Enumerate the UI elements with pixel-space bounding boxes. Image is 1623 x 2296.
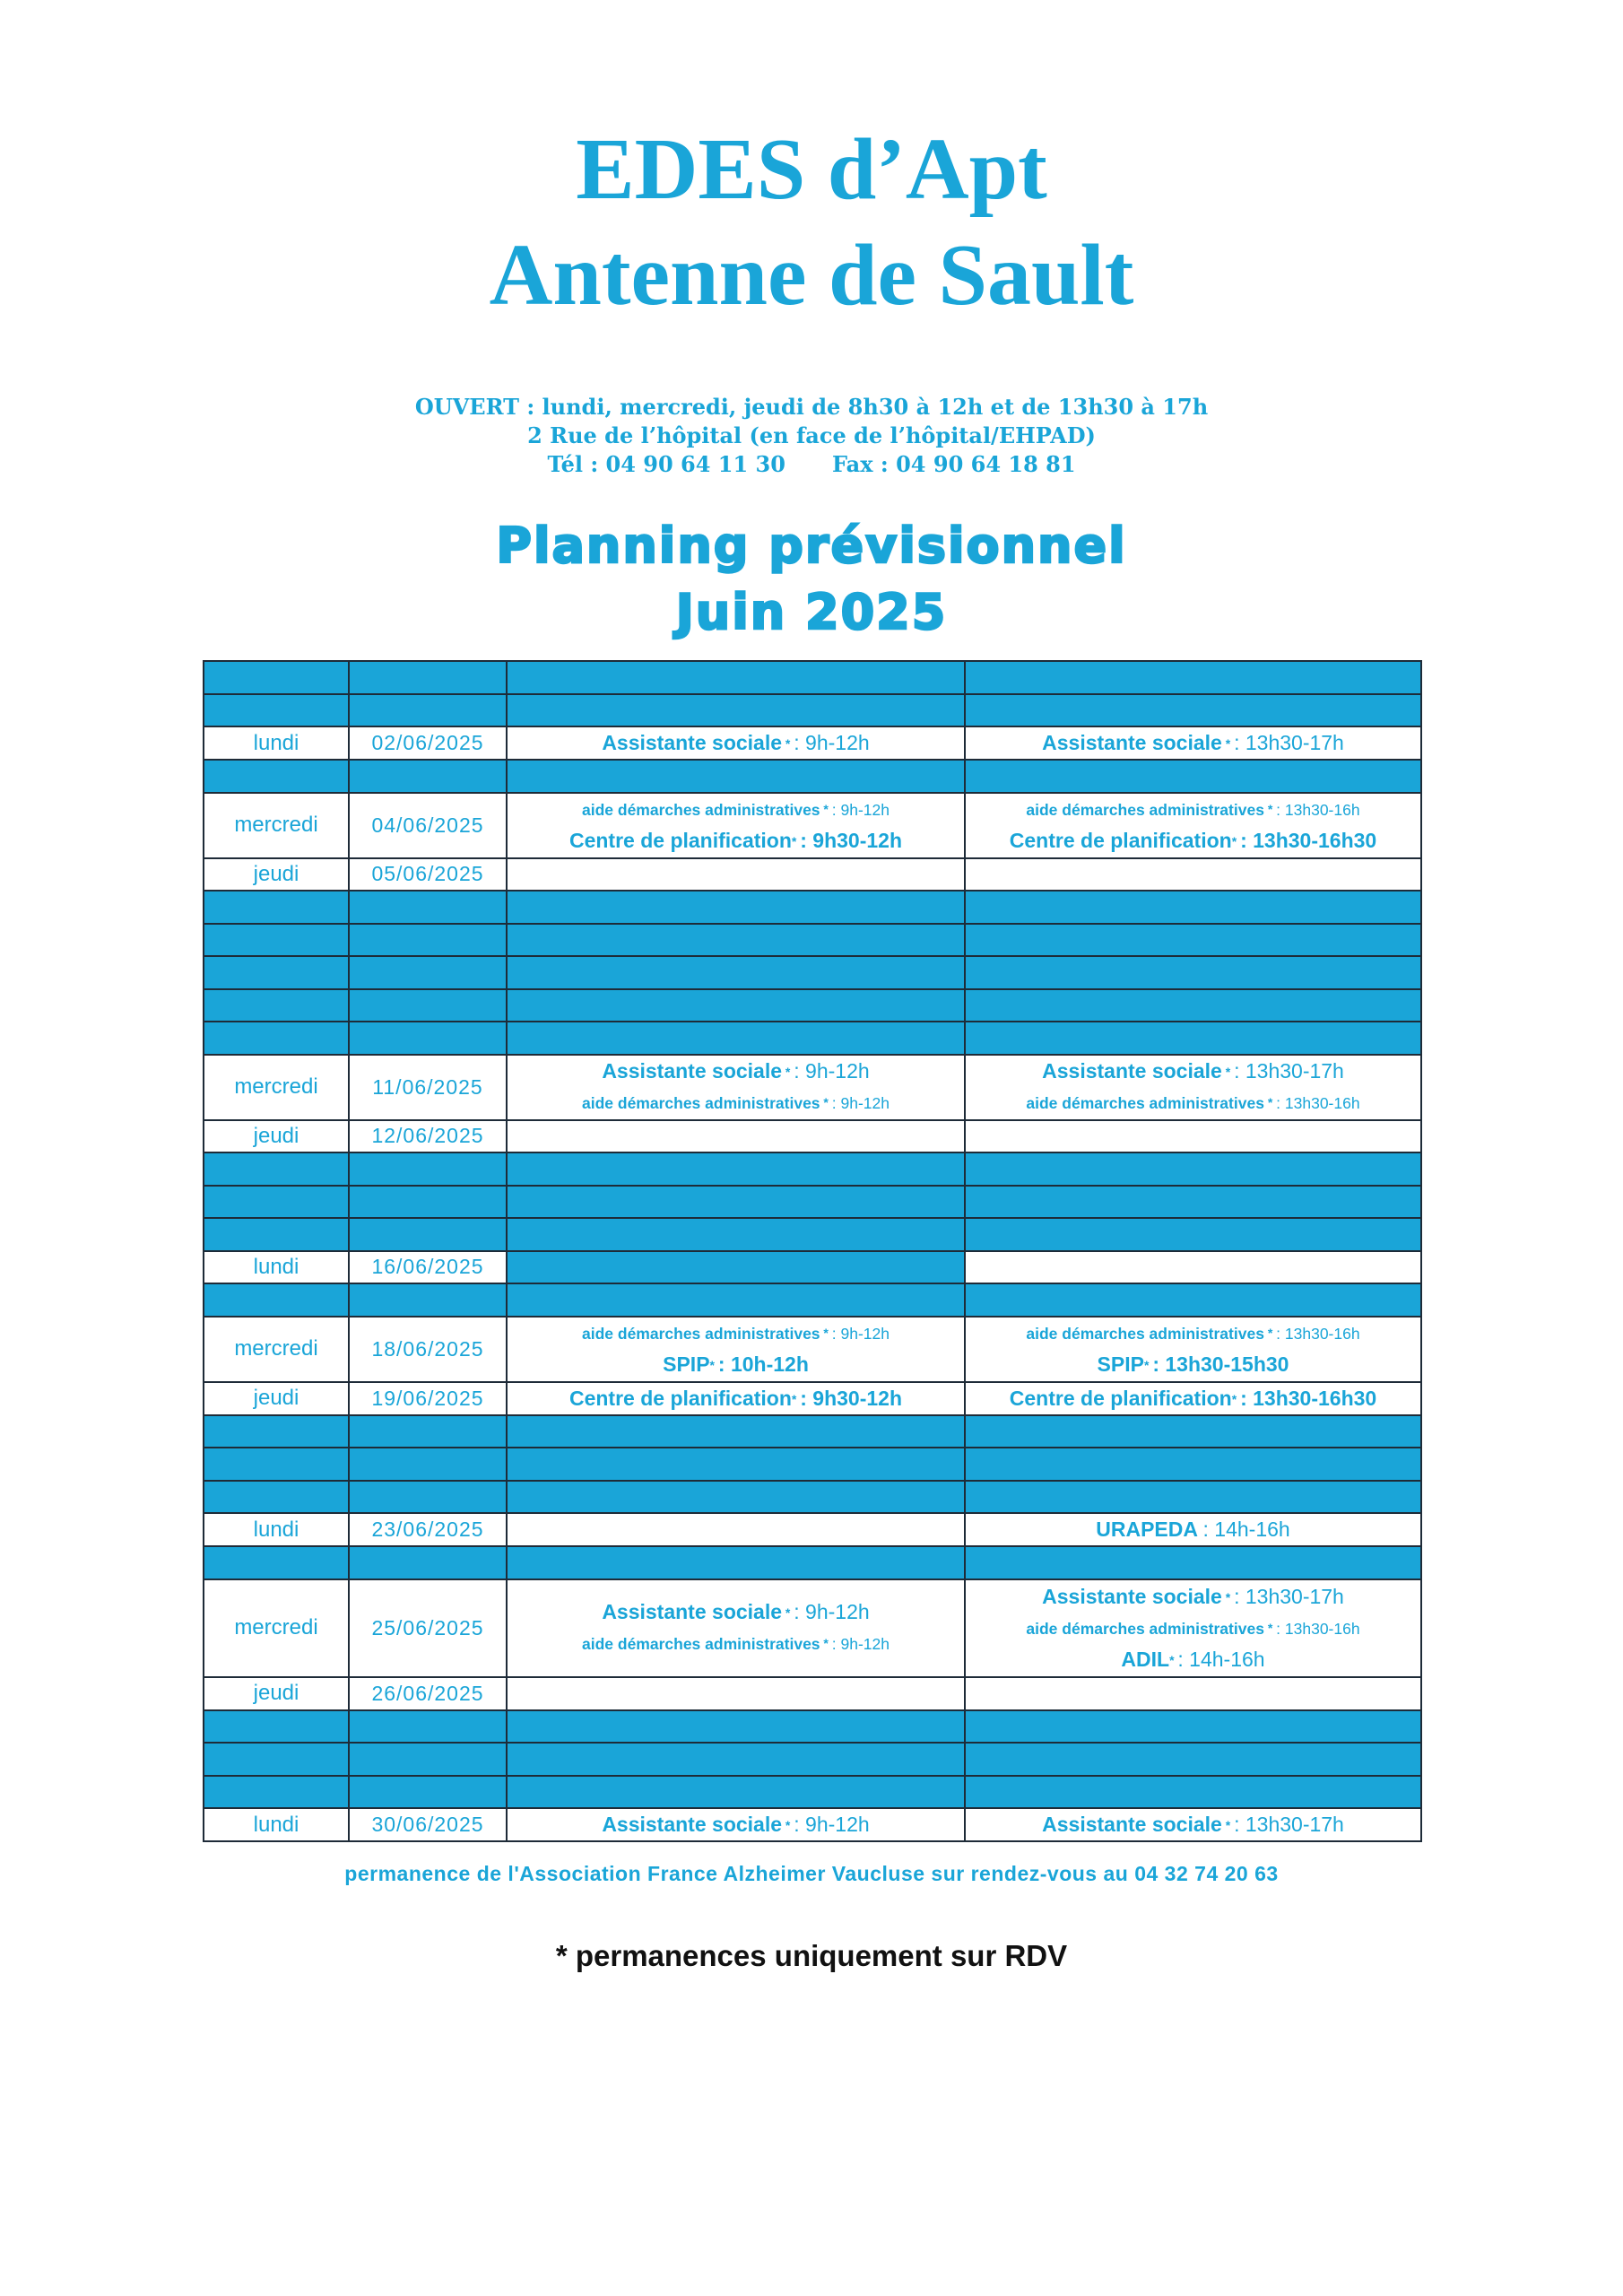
- schedule-row: [204, 1579, 1421, 1678]
- schedule-row: [204, 1317, 1421, 1382]
- schedule-row: [204, 858, 1421, 891]
- date-label: 25/06/2025: [371, 1615, 484, 1639]
- service-entry: [508, 1383, 964, 1414]
- date-label: 12/06/2025: [371, 1124, 484, 1148]
- closed-row: [204, 989, 1421, 1022]
- day-label: jeudi: [253, 1386, 299, 1410]
- afternoon-cell: [965, 793, 1421, 858]
- rdv-asterisk: *: [1221, 1589, 1235, 1605]
- date-cell: [349, 694, 507, 727]
- service-entry: [508, 1596, 964, 1628]
- service-time: : 13h30-16h: [1276, 801, 1360, 819]
- date-cell: [349, 1382, 507, 1415]
- alzheimer-note: permanence de l'Association France Alzheimer Vaucluse sur rendez-vous au 04 32 74 20 63: [344, 1862, 1279, 1885]
- morning-cell: [507, 1055, 965, 1120]
- afternoon-cell: [965, 1448, 1421, 1481]
- day-cell: [204, 989, 349, 1022]
- title-line-2: Antenne de Sault: [489, 227, 1134, 324]
- date-cell: [349, 956, 507, 989]
- service-time: : 9h-12h: [831, 1094, 890, 1112]
- service-name: aide démarches administratives: [1026, 801, 1264, 819]
- day-label: lundi: [253, 1254, 299, 1279]
- schedule-row: [204, 1808, 1421, 1841]
- service-time: : 14h-16h: [1202, 1518, 1290, 1541]
- service-time: : 13h30-17h: [1234, 1813, 1344, 1836]
- afternoon-cell: [965, 1743, 1421, 1776]
- service-name: Assistante sociale: [602, 1600, 783, 1624]
- service-time: : 13h30-16h30: [1240, 1386, 1377, 1410]
- contact-line: [0, 451, 1623, 477]
- service-time: : 13h30-17h: [1234, 1584, 1344, 1608]
- service-time: : 9h-12h: [794, 1813, 870, 1836]
- date-cell: [349, 1808, 507, 1841]
- service-name: URAPEDA: [1096, 1518, 1198, 1541]
- date-cell: [349, 1776, 507, 1809]
- rdv-asterisk: *: [782, 736, 794, 751]
- afternoon-cell: [965, 956, 1421, 989]
- rdv-asterisk: *: [1221, 736, 1235, 751]
- morning-cell: [507, 1022, 965, 1055]
- closed-row: [204, 1283, 1421, 1317]
- morning-cell: [507, 694, 965, 727]
- service-time: : 9h30-12h: [800, 1386, 903, 1410]
- morning-cell: [507, 1186, 965, 1219]
- planning-title: Planning prévisionnel: [496, 517, 1127, 574]
- afternoon-cell: [965, 858, 1421, 891]
- morning-cell: [507, 1481, 965, 1514]
- date-cell: [349, 1120, 507, 1153]
- service-entry: [966, 1318, 1420, 1349]
- service-entry: [966, 1809, 1420, 1840]
- service-entry: [508, 794, 964, 825]
- day-label: jeudi: [253, 861, 299, 886]
- closed-row: [204, 891, 1421, 924]
- service-name: Assistante sociale: [1042, 731, 1222, 754]
- afternoon-cell: [965, 891, 1421, 924]
- date-cell: [349, 1251, 507, 1284]
- service-time: : 9h-12h: [794, 731, 870, 754]
- morning-cell: [507, 793, 965, 858]
- day-cell: [204, 1677, 349, 1710]
- service-time: : 10h-12h: [717, 1352, 809, 1376]
- service-entry: [966, 1514, 1420, 1545]
- closed-row: [204, 1776, 1421, 1809]
- address: 2 Rue de l’hôpital (en face de l’hôpital/EHPAD): [527, 422, 1096, 448]
- rdv-asterisk: *: [709, 1358, 718, 1372]
- afternoon-cell: [965, 1808, 1421, 1841]
- morning-cell: [507, 760, 965, 793]
- date-cell: [349, 661, 507, 694]
- day-label: mercredi: [234, 813, 318, 837]
- planning-month: Juin 2025: [675, 584, 948, 640]
- afternoon-cell: [965, 1251, 1421, 1284]
- service-entry: [508, 1628, 964, 1659]
- fax-number: Fax : 04 90 64 18 81: [831, 451, 1076, 477]
- service-entry: [508, 727, 964, 759]
- service-name: SPIP: [663, 1352, 710, 1376]
- closed-row: [204, 1448, 1421, 1481]
- title-line-1: EDES d’Apt: [576, 121, 1047, 218]
- day-cell: [204, 858, 349, 891]
- service-entry: [508, 1056, 964, 1087]
- date-label: 04/06/2025: [371, 813, 484, 837]
- closed-row: [204, 1022, 1421, 1055]
- closed-row: [204, 1218, 1421, 1251]
- service-entry: [966, 1383, 1420, 1414]
- afternoon-cell: [965, 1776, 1421, 1809]
- service-time: : 13h30-16h: [1276, 1325, 1360, 1343]
- opening-hours: OUVERT : lundi, mercredi, jeudi de 8h30 à 12h et de 13h30 à 17h: [414, 394, 1209, 420]
- morning-cell: [507, 1710, 965, 1744]
- morning-cell: [507, 726, 965, 760]
- afternoon-cell: [965, 1382, 1421, 1415]
- service-name: SPIP: [1097, 1352, 1144, 1376]
- service-time: : 13h30-17h: [1234, 731, 1344, 754]
- service-entry: [508, 825, 964, 857]
- service-name: ADIL: [1121, 1647, 1170, 1671]
- date-label: 30/06/2025: [371, 1813, 484, 1836]
- day-cell: [204, 1283, 349, 1317]
- afternoon-cell: [965, 924, 1421, 957]
- rdv-asterisk: *: [820, 1326, 832, 1340]
- afternoon-cell: [965, 661, 1421, 694]
- day-cell: [204, 1776, 349, 1809]
- date-label: 23/06/2025: [371, 1518, 484, 1541]
- date-label: 05/06/2025: [371, 862, 484, 886]
- day-cell: [204, 1251, 349, 1284]
- service-name: aide démarches administratives: [1026, 1325, 1264, 1343]
- rdv-asterisk: *: [1231, 1391, 1241, 1406]
- morning-cell: [507, 1808, 965, 1841]
- day-cell: [204, 1218, 349, 1251]
- day-label: lundi: [253, 1517, 299, 1542]
- closed-row: [204, 1152, 1421, 1186]
- service-name: Assistante sociale: [1042, 1813, 1222, 1836]
- day-cell: [204, 1546, 349, 1579]
- date-cell: [349, 1415, 507, 1448]
- date-cell: [349, 1186, 507, 1219]
- schedule-row: [204, 1382, 1421, 1415]
- day-cell: [204, 1152, 349, 1186]
- date-cell: [349, 1152, 507, 1186]
- rdv-asterisk: *: [1263, 1620, 1277, 1635]
- afternoon-cell: [965, 1317, 1421, 1382]
- day-cell: [204, 1120, 349, 1153]
- morning-cell: [507, 1579, 965, 1678]
- day-cell: [204, 661, 349, 694]
- morning-cell: [507, 1120, 965, 1153]
- schedule-row: [204, 1055, 1421, 1120]
- date-label: 19/06/2025: [371, 1386, 484, 1410]
- schedule-row: [204, 1513, 1421, 1546]
- service-entry: [508, 1809, 964, 1840]
- rdv-asterisk: *: [1231, 834, 1241, 848]
- date-cell: [349, 1055, 507, 1120]
- service-entry: [966, 1087, 1420, 1118]
- service-name: Assistante sociale: [602, 1059, 783, 1083]
- service-name: Assistante sociale: [1042, 1584, 1222, 1608]
- closed-row: [204, 1481, 1421, 1514]
- rdv-asterisk: *: [820, 802, 832, 816]
- service-entry: [508, 1318, 964, 1349]
- rdv-asterisk: *: [1143, 1358, 1153, 1372]
- service-time: : 9h-12h: [831, 1635, 890, 1654]
- afternoon-cell: [965, 1283, 1421, 1317]
- phone-number: Tél : 04 90 64 11 30: [547, 451, 785, 477]
- afternoon-cell: [965, 1055, 1421, 1120]
- service-entry: [966, 1613, 1420, 1644]
- date-cell: [349, 793, 507, 858]
- day-cell: [204, 1481, 349, 1514]
- day-cell: [204, 1808, 349, 1841]
- date-cell: [349, 1481, 507, 1514]
- service-time: : 13h30-16h30: [1240, 829, 1377, 852]
- date-cell: [349, 1513, 507, 1546]
- morning-cell: [507, 661, 965, 694]
- service-entry: [966, 825, 1420, 857]
- service-time: : 9h30-12h: [800, 829, 903, 852]
- afternoon-cell: [965, 1415, 1421, 1448]
- afternoon-cell: [965, 1218, 1421, 1251]
- morning-cell: [507, 956, 965, 989]
- afternoon-cell: [965, 1186, 1421, 1219]
- afternoon-cell: [965, 726, 1421, 760]
- rdv-asterisk: *: [1263, 802, 1277, 816]
- closed-row: [204, 760, 1421, 793]
- afternoon-cell: [965, 760, 1421, 793]
- service-time: : 9h-12h: [831, 801, 890, 819]
- morning-cell: [507, 1513, 965, 1546]
- service-name: Assistante sociale: [602, 1813, 783, 1836]
- rdv-asterisk: *: [791, 834, 801, 848]
- date-cell: [349, 1022, 507, 1055]
- date-cell: [349, 1218, 507, 1251]
- morning-cell: [507, 1415, 965, 1448]
- day-cell: [204, 1743, 349, 1776]
- date-label: 02/06/2025: [371, 731, 484, 754]
- rdv-asterisk: *: [820, 1636, 832, 1651]
- day-cell: [204, 1022, 349, 1055]
- day-label: jeudi: [253, 1681, 299, 1706]
- service-name: Centre de planification: [568, 829, 792, 852]
- morning-cell: [507, 1382, 965, 1415]
- afternoon-cell: [965, 1677, 1421, 1710]
- closed-row: [204, 694, 1421, 727]
- day-cell: [204, 1055, 349, 1120]
- day-cell: [204, 956, 349, 989]
- schedule-table: [203, 660, 1422, 1842]
- afternoon-cell: [965, 1579, 1421, 1678]
- morning-cell: [507, 891, 965, 924]
- morning-cell: [507, 1251, 965, 1284]
- service-entry: [966, 1056, 1420, 1087]
- date-label: 11/06/2025: [372, 1074, 483, 1099]
- date-cell: [349, 726, 507, 760]
- afternoon-cell: [965, 1152, 1421, 1186]
- morning-cell: [507, 1448, 965, 1481]
- rdv-asterisk: *: [1221, 1065, 1235, 1079]
- service-name: Assistante sociale: [1042, 1059, 1222, 1083]
- schedule-row: [204, 1120, 1421, 1153]
- morning-cell: [507, 858, 965, 891]
- service-time: : 13h30-16h: [1276, 1094, 1360, 1112]
- service-time: : 9h-12h: [794, 1600, 870, 1624]
- day-label: lundi: [253, 730, 299, 755]
- service-entry: [966, 1644, 1420, 1675]
- afternoon-cell: [965, 989, 1421, 1022]
- rdv-asterisk: *: [1169, 1652, 1178, 1667]
- morning-cell: [507, 1218, 965, 1251]
- day-cell: [204, 1415, 349, 1448]
- closed-row: [204, 1546, 1421, 1579]
- morning-cell: [507, 1546, 965, 1579]
- service-name: aide démarches administratives: [582, 801, 820, 819]
- service-entry: [966, 727, 1420, 759]
- afternoon-cell: [965, 1022, 1421, 1055]
- day-label: mercredi: [234, 1074, 318, 1099]
- rdv-asterisk: *: [1221, 1818, 1235, 1832]
- service-name: Centre de planification: [1009, 829, 1232, 852]
- date-cell: [349, 924, 507, 957]
- service-time: : 9h-12h: [794, 1059, 870, 1083]
- rdv-asterisk: *: [791, 1391, 801, 1406]
- afternoon-cell: [965, 694, 1421, 727]
- date-cell: [349, 1677, 507, 1710]
- date-label: 16/06/2025: [371, 1255, 484, 1279]
- date-cell: [349, 1546, 507, 1579]
- service-name: aide démarches administratives: [1026, 1619, 1264, 1638]
- morning-cell: [507, 1152, 965, 1186]
- day-label: jeudi: [253, 1123, 299, 1148]
- service-entry: [508, 1349, 964, 1380]
- day-cell: [204, 1186, 349, 1219]
- rdv-asterisk: *: [782, 1605, 794, 1621]
- afternoon-cell: [965, 1513, 1421, 1546]
- day-cell: [204, 694, 349, 727]
- date-label: 26/06/2025: [371, 1681, 484, 1705]
- schedule-row: [204, 1251, 1421, 1284]
- date-cell: [349, 760, 507, 793]
- service-time: : 13h30-15h30: [1152, 1352, 1289, 1376]
- day-cell: [204, 1448, 349, 1481]
- service-entry: [966, 794, 1420, 825]
- service-time: : 13h30-17h: [1234, 1059, 1344, 1083]
- closed-row: [204, 1710, 1421, 1744]
- date-cell: [349, 1579, 507, 1678]
- date-cell: [349, 1283, 507, 1317]
- service-time: : 14h-16h: [1177, 1647, 1265, 1671]
- afternoon-cell: [965, 1546, 1421, 1579]
- rdv-asterisk: *: [782, 1065, 794, 1079]
- schedule-row: [204, 1677, 1421, 1710]
- service-name: aide démarches administratives: [582, 1325, 820, 1343]
- closed-row: [204, 1743, 1421, 1776]
- day-cell: [204, 1513, 349, 1546]
- service-entry: [966, 1349, 1420, 1380]
- afternoon-cell: [965, 1120, 1421, 1153]
- day-cell: [204, 1710, 349, 1744]
- day-cell: [204, 793, 349, 858]
- date-cell: [349, 1710, 507, 1744]
- service-name: aide démarches administratives: [582, 1635, 820, 1654]
- day-label: lundi: [253, 1812, 299, 1837]
- morning-cell: [507, 924, 965, 957]
- rdv-asterisk: *: [1263, 1095, 1277, 1109]
- day-cell: [204, 1382, 349, 1415]
- afternoon-cell: [965, 1481, 1421, 1514]
- morning-cell: [507, 1283, 965, 1317]
- date-cell: [349, 858, 507, 891]
- day-cell: [204, 1579, 349, 1678]
- day-cell: [204, 891, 349, 924]
- service-name: aide démarches administratives: [1026, 1094, 1264, 1112]
- morning-cell: [507, 1743, 965, 1776]
- service-name: Centre de planification: [568, 1386, 792, 1410]
- service-entry: [508, 1087, 964, 1118]
- service-name: Assistante sociale: [602, 731, 783, 754]
- service-name: aide démarches administratives: [582, 1094, 820, 1112]
- date-cell: [349, 1743, 507, 1776]
- closed-row: [204, 1415, 1421, 1448]
- service-time: : 9h-12h: [831, 1325, 890, 1343]
- morning-cell: [507, 1317, 965, 1382]
- rdv-asterisk: *: [782, 1818, 794, 1832]
- morning-cell: [507, 1677, 965, 1710]
- service-time: : 13h30-16h: [1276, 1619, 1360, 1638]
- morning-cell: [507, 1776, 965, 1809]
- schedule-row: [204, 793, 1421, 858]
- afternoon-cell: [965, 1710, 1421, 1744]
- day-cell: [204, 726, 349, 760]
- day-cell: [204, 924, 349, 957]
- service-entry: [966, 1581, 1420, 1613]
- closed-row: [204, 956, 1421, 989]
- day-cell: [204, 1317, 349, 1382]
- date-cell: [349, 1317, 507, 1382]
- date-cell: [349, 891, 507, 924]
- date-cell: [349, 1448, 507, 1481]
- day-cell: [204, 760, 349, 793]
- schedule-row: [204, 726, 1421, 760]
- closed-row: [204, 924, 1421, 957]
- rdv-note: * permanences uniquement sur RDV: [555, 1939, 1068, 1972]
- morning-cell: [507, 989, 965, 1022]
- service-name: Centre de planification: [1009, 1386, 1232, 1410]
- date-label: 18/06/2025: [371, 1336, 484, 1361]
- date-cell: [349, 989, 507, 1022]
- closed-row: [204, 1186, 1421, 1219]
- rdv-asterisk: *: [820, 1095, 832, 1109]
- day-label: mercredi: [234, 1615, 318, 1640]
- day-label: mercredi: [234, 1336, 318, 1361]
- closed-row: [204, 661, 1421, 694]
- rdv-asterisk: *: [1263, 1326, 1277, 1340]
